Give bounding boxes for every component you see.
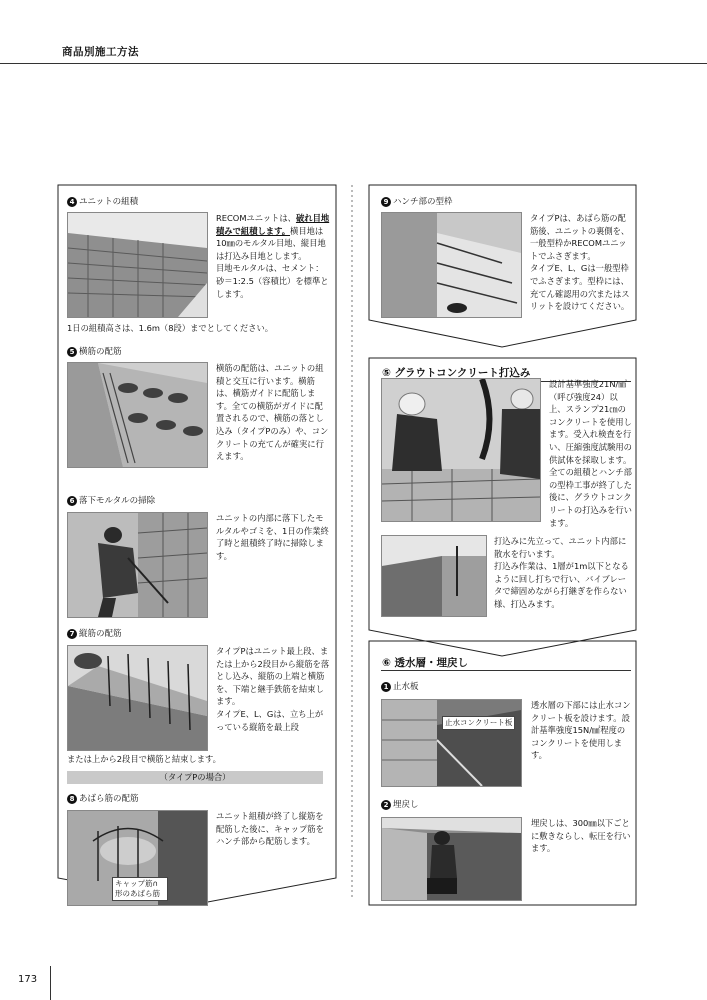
step-4-title: ユニットの組積 [79, 197, 139, 207]
step-4-text-emphasis1: 破れ [295, 213, 313, 223]
step-7-text-b: タイプE、L、Gは、立ち上がっている縦筋を最上段 [216, 708, 324, 732]
stirrup-photo-label: キャップ筋∩形のあばら筋 [112, 877, 168, 901]
step-4-text [216, 212, 330, 300]
step-number-badge: 4 [67, 197, 77, 207]
section-6-sub2-heading [381, 798, 419, 810]
step-4-text-emphasis2: 目地積みで組積します。 [216, 213, 330, 236]
page-header-title: 商品別施工方法 [62, 46, 139, 58]
horizontal-rebar-photo [67, 362, 208, 468]
step-number-badge: 5 [67, 347, 77, 357]
step-4-heading [67, 195, 138, 207]
step-5-heading [67, 345, 122, 357]
step-5-title: 横筋の配筋 [79, 347, 122, 357]
step-9-heading [381, 195, 453, 207]
step-number-badge: 8 [67, 794, 77, 804]
step-7-title: 縦筋の配筋 [79, 629, 122, 639]
waterstop-photo-label: 止水コンクリート板 [442, 716, 515, 730]
step-number-badge: 1 [381, 682, 391, 692]
mortar-cleaning-photo [67, 512, 208, 618]
step-6-text: ユニットの内部に落下したモルタルやゴミを、1日の作業終了時と組積終了時に掃除します。 [216, 513, 329, 561]
photo-image-icon [382, 818, 521, 900]
type-p-banner: （タイプPの場合） [67, 771, 323, 784]
vertical-rebar-photo [67, 645, 208, 751]
section-6-rule [381, 670, 631, 671]
section-6-sub1-text: 透水層の下部には止水コンクリート板を設けます。設計基準強度15N/㎟程度のコンクリートを使用します。 [531, 700, 631, 761]
photo-image-icon [382, 700, 521, 786]
section-5-text-2a: 打込みに先立って、ユニット内部に散水を行います。 [494, 536, 627, 559]
step-9-text-a: タイプPは、あばら筋の配筋後、ユニットの裏側を、一般型枠かRECOMユニットでふさぎます。 [530, 213, 630, 261]
step-4-text-c: 目地モルタルは、セメント：砂＝1:2.5（容積比）を標準とします。 [216, 263, 329, 299]
step-8-heading [67, 792, 139, 804]
backfill-photo [381, 817, 522, 901]
photo-image-icon [68, 363, 207, 467]
grout-pouring-photo [381, 378, 541, 522]
photo-image-icon [68, 213, 207, 317]
step-9-text-b: タイプE、L、Gは一般型枠でふさぎます。型枠には、充てん確認用の穴またはスリットを設けてください。 [530, 263, 630, 312]
step-5-text: 横筋の配筋は、ユニットの組積と交互に行います。横筋は、横筋ガイドに配筋します。全ての横筋がガイドに配置されるので、横筋の落とし込み（タイプPのみ）や、コンクリートの充てんが確実に行えます。 [216, 363, 329, 462]
section-6-sub2-text: 埋戻しは、300㎜以下ごとに敷きならし、転圧を行います。 [531, 818, 631, 854]
section-5-text-2 [494, 535, 632, 611]
section-5-text-2b: 打込み作業は、1層が1m以下となるように回し打ちで行い、バイブレータで締固めながら打継ぎを作らない様、打込みます。 [494, 561, 629, 609]
footer-rule [50, 966, 51, 1000]
section-6-sub2-title: 埋戻し [393, 800, 419, 810]
step-7-note: または上から2段目で横筋と結束します。 [67, 754, 221, 764]
photo-image-icon [382, 379, 540, 521]
step-9-title: ハンチ部の型枠 [393, 197, 453, 207]
step-7-text [216, 645, 330, 733]
step-number-badge: 9 [381, 197, 391, 207]
photo-image-icon [68, 513, 207, 617]
step-8-text: ユニット組積が終了し縦筋を配筋した後に、キャップ筋をハンチ部から配筋します。 [216, 811, 324, 847]
step-7-text-a: タイプPはユニット最上段、または上から2段目から縦筋を落とし込み、縦筋の上端と横筋を、下端と継手鉄筋を結束します。 [216, 646, 330, 707]
page-number: 173 [18, 974, 38, 985]
step-9-text [530, 212, 630, 313]
step-8-title: あばら筋の配筋 [79, 794, 139, 804]
step-6-heading [67, 494, 155, 506]
step-number-badge: 6 [67, 496, 77, 506]
stirrup-rebar-photo [67, 810, 208, 906]
unit-masonry-photo [67, 212, 208, 318]
photo-image-icon [68, 646, 207, 750]
section-6-title: ⑥ 透水層・埋戻し [382, 657, 469, 669]
step-4-text-a: RECOMユニットは、 [216, 213, 296, 223]
step-4-text-b: 横目地は10㎜のモルタル目地、縦目地は打込み目地とします。 [216, 225, 326, 261]
step-4-note: 1日の組積高さは、1.6m（8段）までとしてください。 [67, 323, 274, 333]
step-6-title: 落下モルタルの掃除 [79, 496, 156, 506]
section-6-sub1-title: 止水板 [393, 682, 419, 692]
section-6-sub1-heading [381, 680, 419, 692]
step-number-badge: 2 [381, 800, 391, 810]
step-7-heading [67, 627, 122, 639]
step-number-badge: 7 [67, 629, 77, 639]
haunch-formwork-photo [381, 212, 522, 318]
photo-image-icon [382, 536, 486, 616]
grout-pouring-photo-2 [381, 535, 487, 617]
section-5-text-1: 設計基準強度21N/㎟（呼び強度24）以上、スランプ21㎝のコンクリートを使用します。受入れ検査を行い、圧縮強度試験用の供試体を採取します。全ての組積とハンチ部の型枠工事が終了した後に、グラウトコンクリートの打込みを行います。 [549, 379, 632, 528]
waterstop-board-photo [381, 699, 522, 787]
section-5-title: ⑤ グラウトコンクリート打込み [382, 367, 531, 379]
photo-image-icon [382, 213, 521, 317]
